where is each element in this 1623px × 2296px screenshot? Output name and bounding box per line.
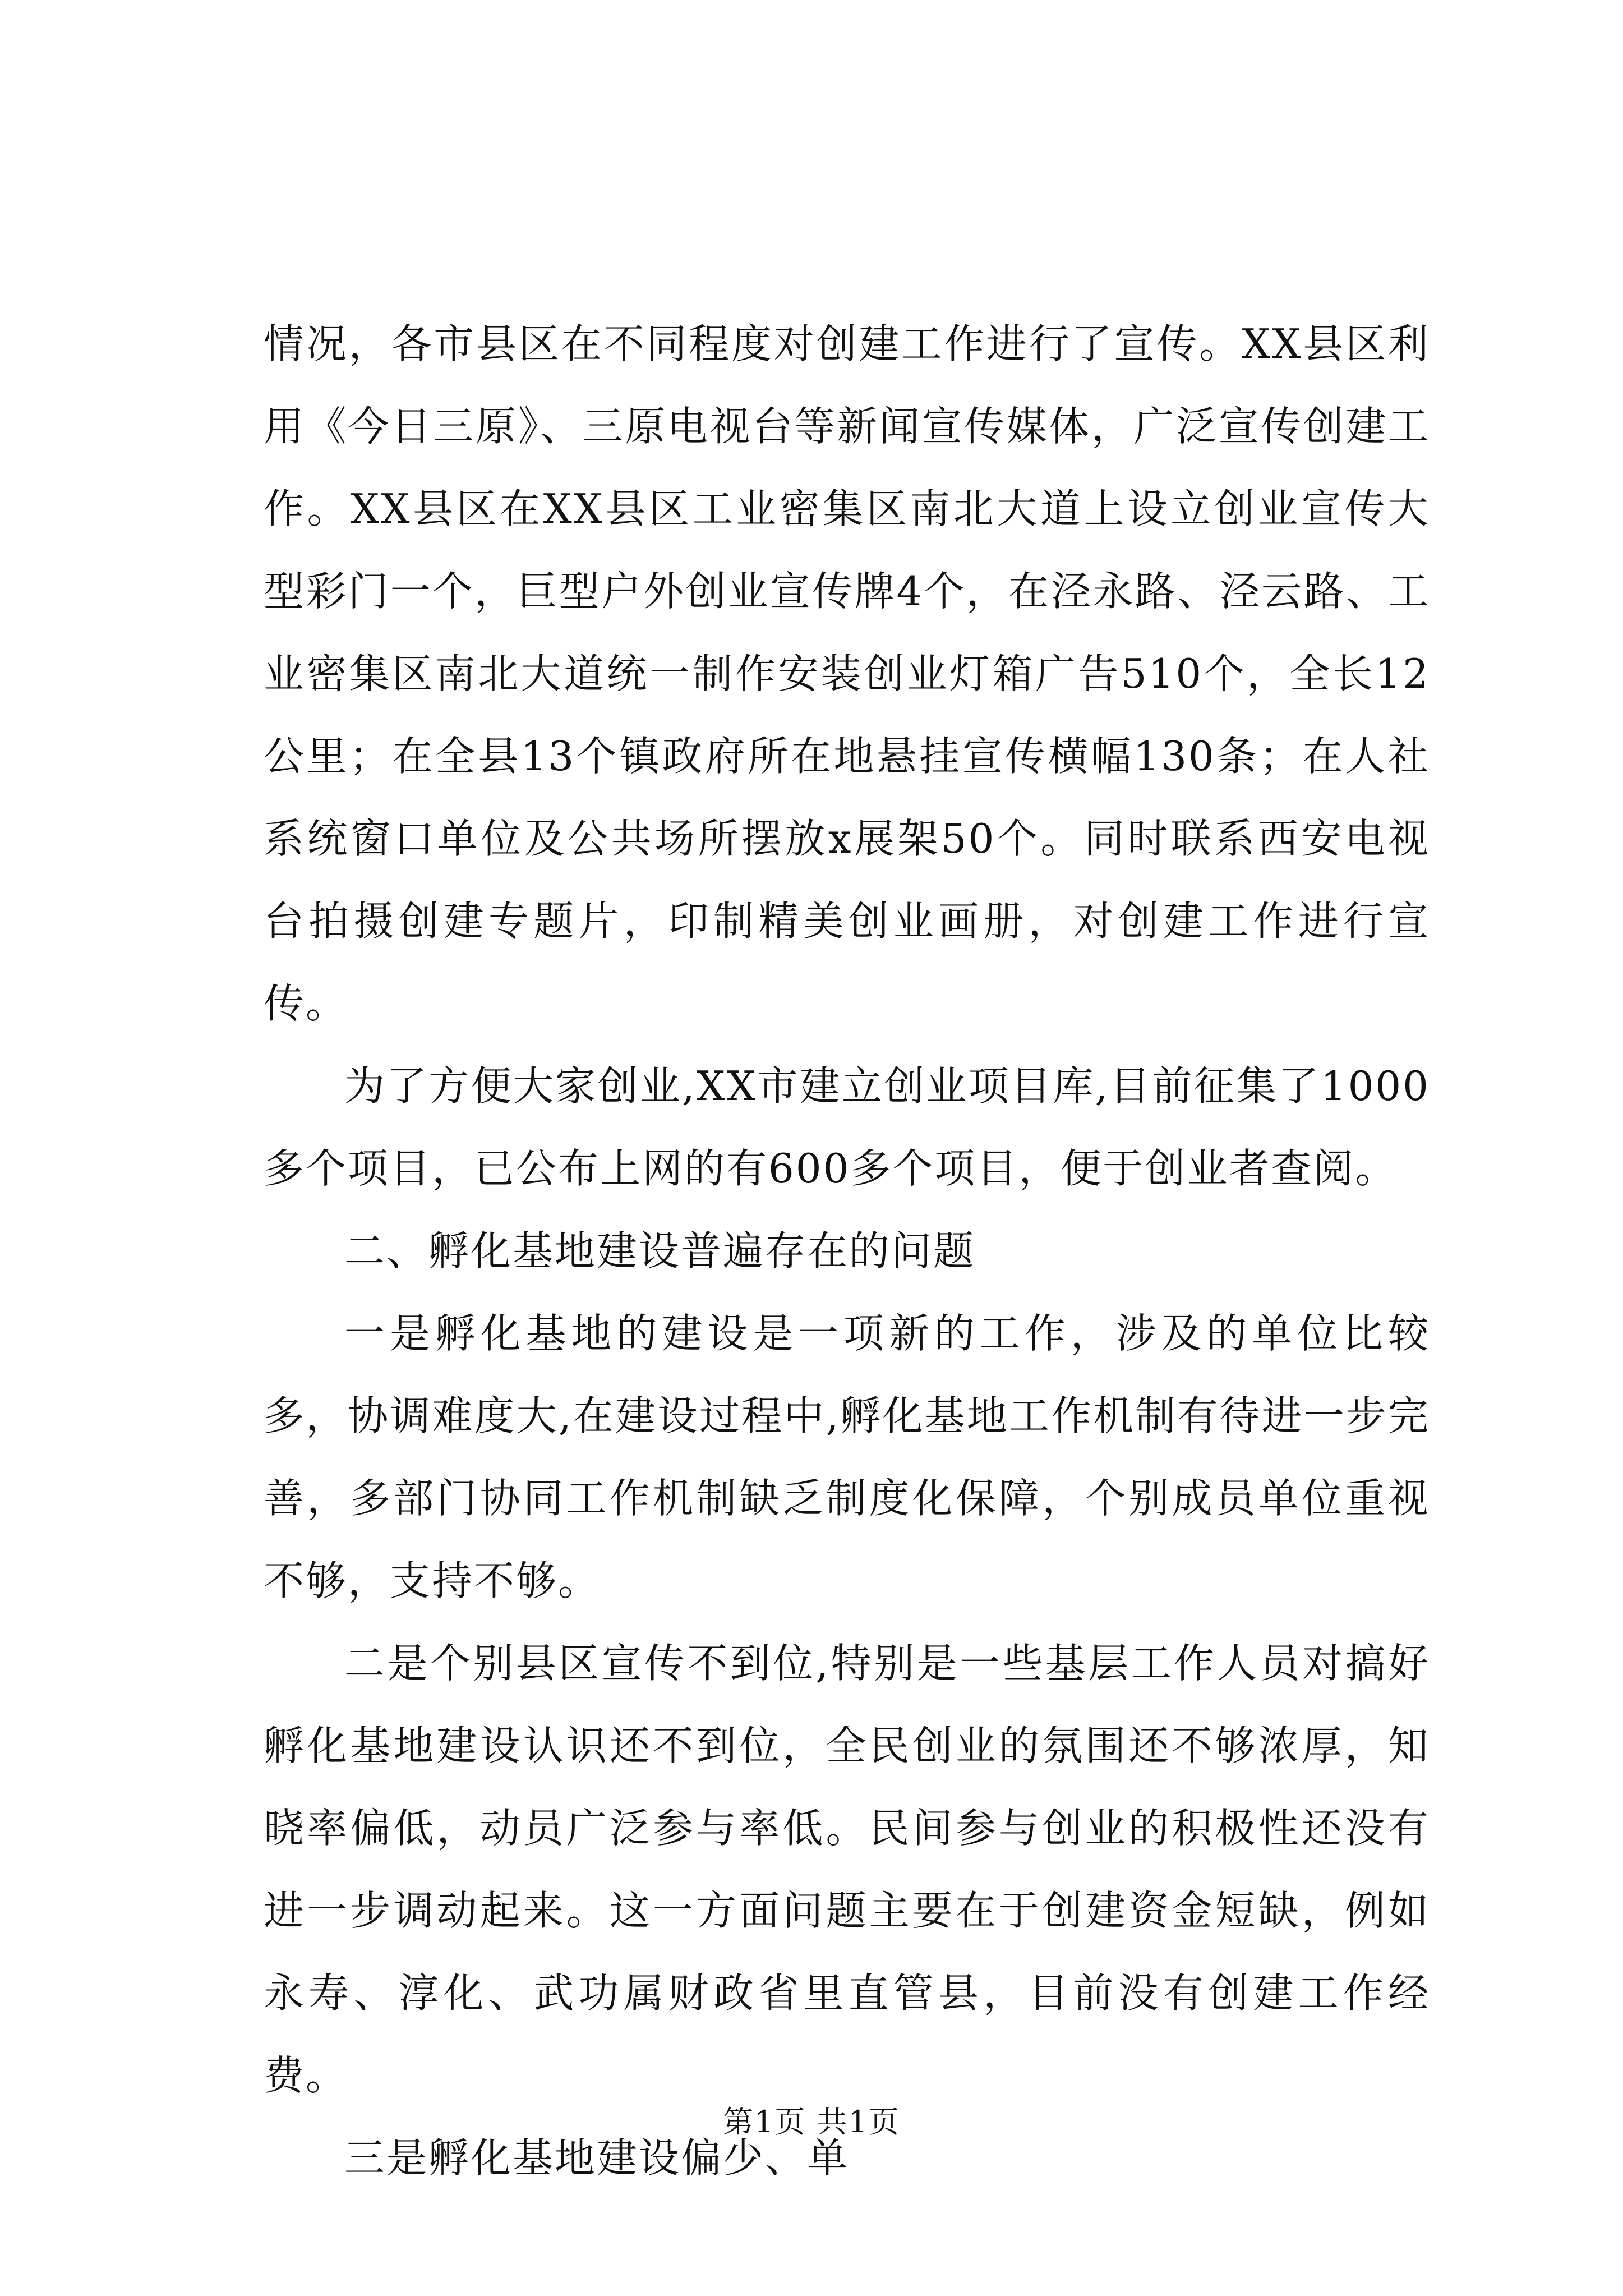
paragraph-problem-two: 二是个别县区宣传不到位,特别是一些基层工作人员对搞好孵化基地建设认识还不到位，全民创业的氛围还不够浓厚，知晓率偏低，动员广泛参与率低。民间参与创业的积极性还没有进一步调动起来。这一方面问题主要在于创建资金短缺，例如永寿、淳化、武功属财政省里直管县，目前没有创建工作经费。 bbox=[264, 1640, 1430, 2099]
paragraph-propaganda: 情况，各市县区在不同程度对创建工作进行了宣传。XX县区利用《今日三原》、三原电视台等新闻宣传媒体，广泛宣传创建工作。XX县区在XX县区工业密集区南北大道上设立创业宣传大型彩门一个，巨型户外创业宣传牌4个，在泾永路、泾云路、工业密集区南北大道统一制作安装创业灯箱广告510个，全长12公里；在全县13个镇政府所在地悬挂宣传横幅130条；在人社系统窗口单位及公共场所摆放x展架50个。同时联系西安电视台拍摄创建专题片，印制精美创业画册，对创建工作进行宣传。 bbox=[264, 320, 1430, 1027]
page-footer: 第1页 共1页 bbox=[723, 2104, 900, 2139]
paragraph-project-library: 为了方便大家创业,XX市建立创业项目库,目前征集了1000多个项目，已公布上网的有600多个项目，便于创业者查阅。 bbox=[264, 1062, 1430, 1192]
section-heading-problems: 二、孵化基地建设普遍存在的问题 bbox=[344, 1227, 976, 1274]
paragraph-problem-one: 一是孵化基地的建设是一项新的工作，涉及的单位比较多，协调难度大,在建设过程中,孵化基地工作机制有待进一步完善，多部门协同工作机制缺乏制度化保障，个别成员单位重视不够，支持不够。 bbox=[264, 1310, 1430, 1604]
paragraph-problem-three: 三是孵化基地建设偏少、单 bbox=[344, 2134, 850, 2182]
document-body bbox=[264, 303, 1430, 2200]
